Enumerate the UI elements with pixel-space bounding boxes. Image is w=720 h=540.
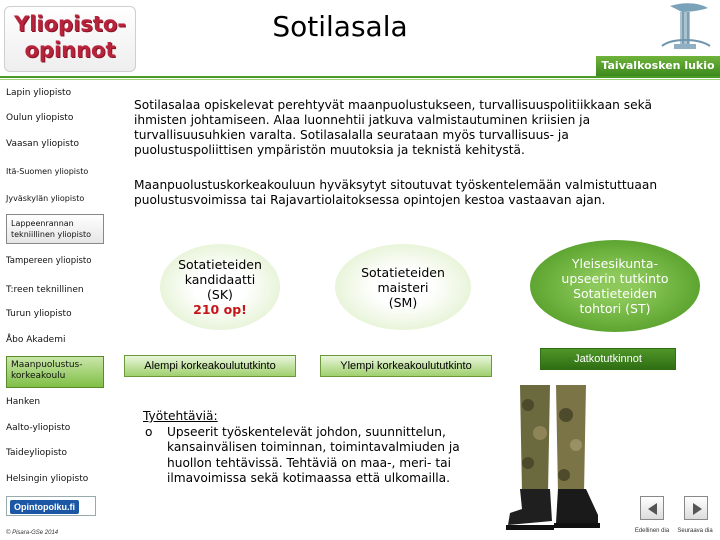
degree-bachelor-line2: kandidaatti [184,272,256,287]
page-title: Sotilasala [272,10,408,43]
header-divider-thin [0,79,720,80]
arrow-right-icon [693,503,702,515]
level-higher-degree: Ylempi korkeakoulututkinto [320,355,492,377]
tasks-list-item [143,425,483,487]
opintopolku-label: Opintopolku.fi [10,500,79,514]
level-lower-degree: Alempi korkeakoulututkinto [124,355,296,377]
sidebar-item-lappeenrannan-yliopisto[interactable]: Lappeenrannan tekniillinen yliopisto [6,214,104,244]
sidebar-item-jyvaskylan-yliopisto[interactable]: Jyväskylän yliopisto [6,194,85,203]
sidebar-item-vaasan-yliopisto[interactable]: Vaasan yliopisto [6,139,80,149]
sidebar-item-hanken[interactable]: Hanken [6,397,41,407]
previous-slide-button[interactable] [640,496,664,520]
commitment-paragraph: Maanpuolustuskorkeakouluun hyväksytyt sitoutuvat työskentelemään valmistuttuaan puolustusvoimissa tai Rajavartiolaitoksessa opintojen kestoa vastaavan ajan. [134,178,658,207]
sidebar-item-abo-akademi[interactable]: Åbo Akademi [6,335,66,345]
logo-line2: opinnot [24,38,116,62]
level-postgraduate: Jatkotutkinnot [540,348,676,370]
tasks-heading: Työtehtäviä: [143,409,218,423]
degree-bachelor [160,244,280,330]
sidebar-item-ita-suomen-yliopisto[interactable]: Itä-Suomen yliopisto [6,167,89,176]
sidebar-item-helsingin-yliopisto[interactable]: Helsingin yliopisto [6,474,89,484]
sidebar-item-treen-teknillinen[interactable]: T:reen teknillinen [6,285,84,295]
intro-paragraph: Sotilasalaa opiskelevat perehtyvät maanpuolustukseen, turvallisuuspolitiikkaan sekä ihmisten johtamiseen. Alaa luonnehtii jatkuva valmistautuminen kriisien ja turvallisuusuhkien varalta. Sotilasalalla seurataan myös turvallisuus- ja puolustuspoliittisen ympäristön muutoksia ja teknistä kehitystä. [134,98,652,157]
logo-line1: Yliopisto- [14,12,126,36]
school-emblem-icon [652,2,718,54]
sidebar-item-turun-yliopisto[interactable]: Turun yliopisto [6,309,72,319]
degree-doctorate-line4: tohtori (ST) [579,301,651,316]
degree-doctorate-line1: Yleisesikunta- [571,256,659,271]
degree-master-line2: maisteri [377,279,429,295]
degree-master-line3: (SM) [388,294,418,310]
yliopisto-opinnot-logo[interactable] [4,6,136,72]
degree-bachelor-line1: Sotatieteiden [178,257,262,272]
degree-doctorate-line2: upseerin tutkinto [561,271,669,286]
school-banner: Taivalkosken lukio [596,56,720,76]
next-slide-button[interactable] [684,496,708,520]
header-divider [0,76,720,78]
tasks-section [143,409,483,487]
tasks-item-text: Upseerit työskentelevät johdon, suunnittelun, kansainvälisen toiminnan, toimintavalmiuden ja huollon tehtävissä. Tehtäviä on maa-, meri- tai ilmavoimissa sekä kotimaassa että ulkomailla. [167,424,460,485]
tasks-list [143,425,483,487]
degree-master-line1: Sotatieteiden [361,264,445,280]
degree-master [335,244,471,330]
degree-doctorate [530,240,700,332]
sidebar-item-lapin-yliopisto[interactable]: Lapin yliopisto [6,88,72,98]
degree-bachelor-line3: (SK) [207,287,233,302]
sidebar-item-taideyliopisto[interactable]: Taideyliopisto [6,448,68,458]
sidebar-item-maanpuolustuskorkeakoulu[interactable]: Maanpuolustus-korkeakoulu [6,356,104,388]
degree-bachelor-points: 210 op! [193,302,247,317]
sidebar-item-tampereen-yliopisto[interactable]: Tampereen yliopisto [6,256,92,266]
soldier-boots-image [498,385,608,535]
next-slide-label: Seuraava dia [677,528,713,534]
copyright: © Pisara-GSe 2014 [6,530,59,536]
sidebar-item-aalto-yliopisto[interactable]: Aalto-yliopisto [6,423,71,433]
previous-slide-label: Edellinen dia [634,528,670,534]
sidebar-item-oulun-yliopisto[interactable]: Oulun yliopisto [6,113,74,123]
tasks-bullet: o [145,424,153,439]
degree-doctorate-line3: Sotatieteiden [573,286,657,301]
opintopolku-link[interactable] [6,496,96,516]
arrow-left-icon [648,503,657,515]
